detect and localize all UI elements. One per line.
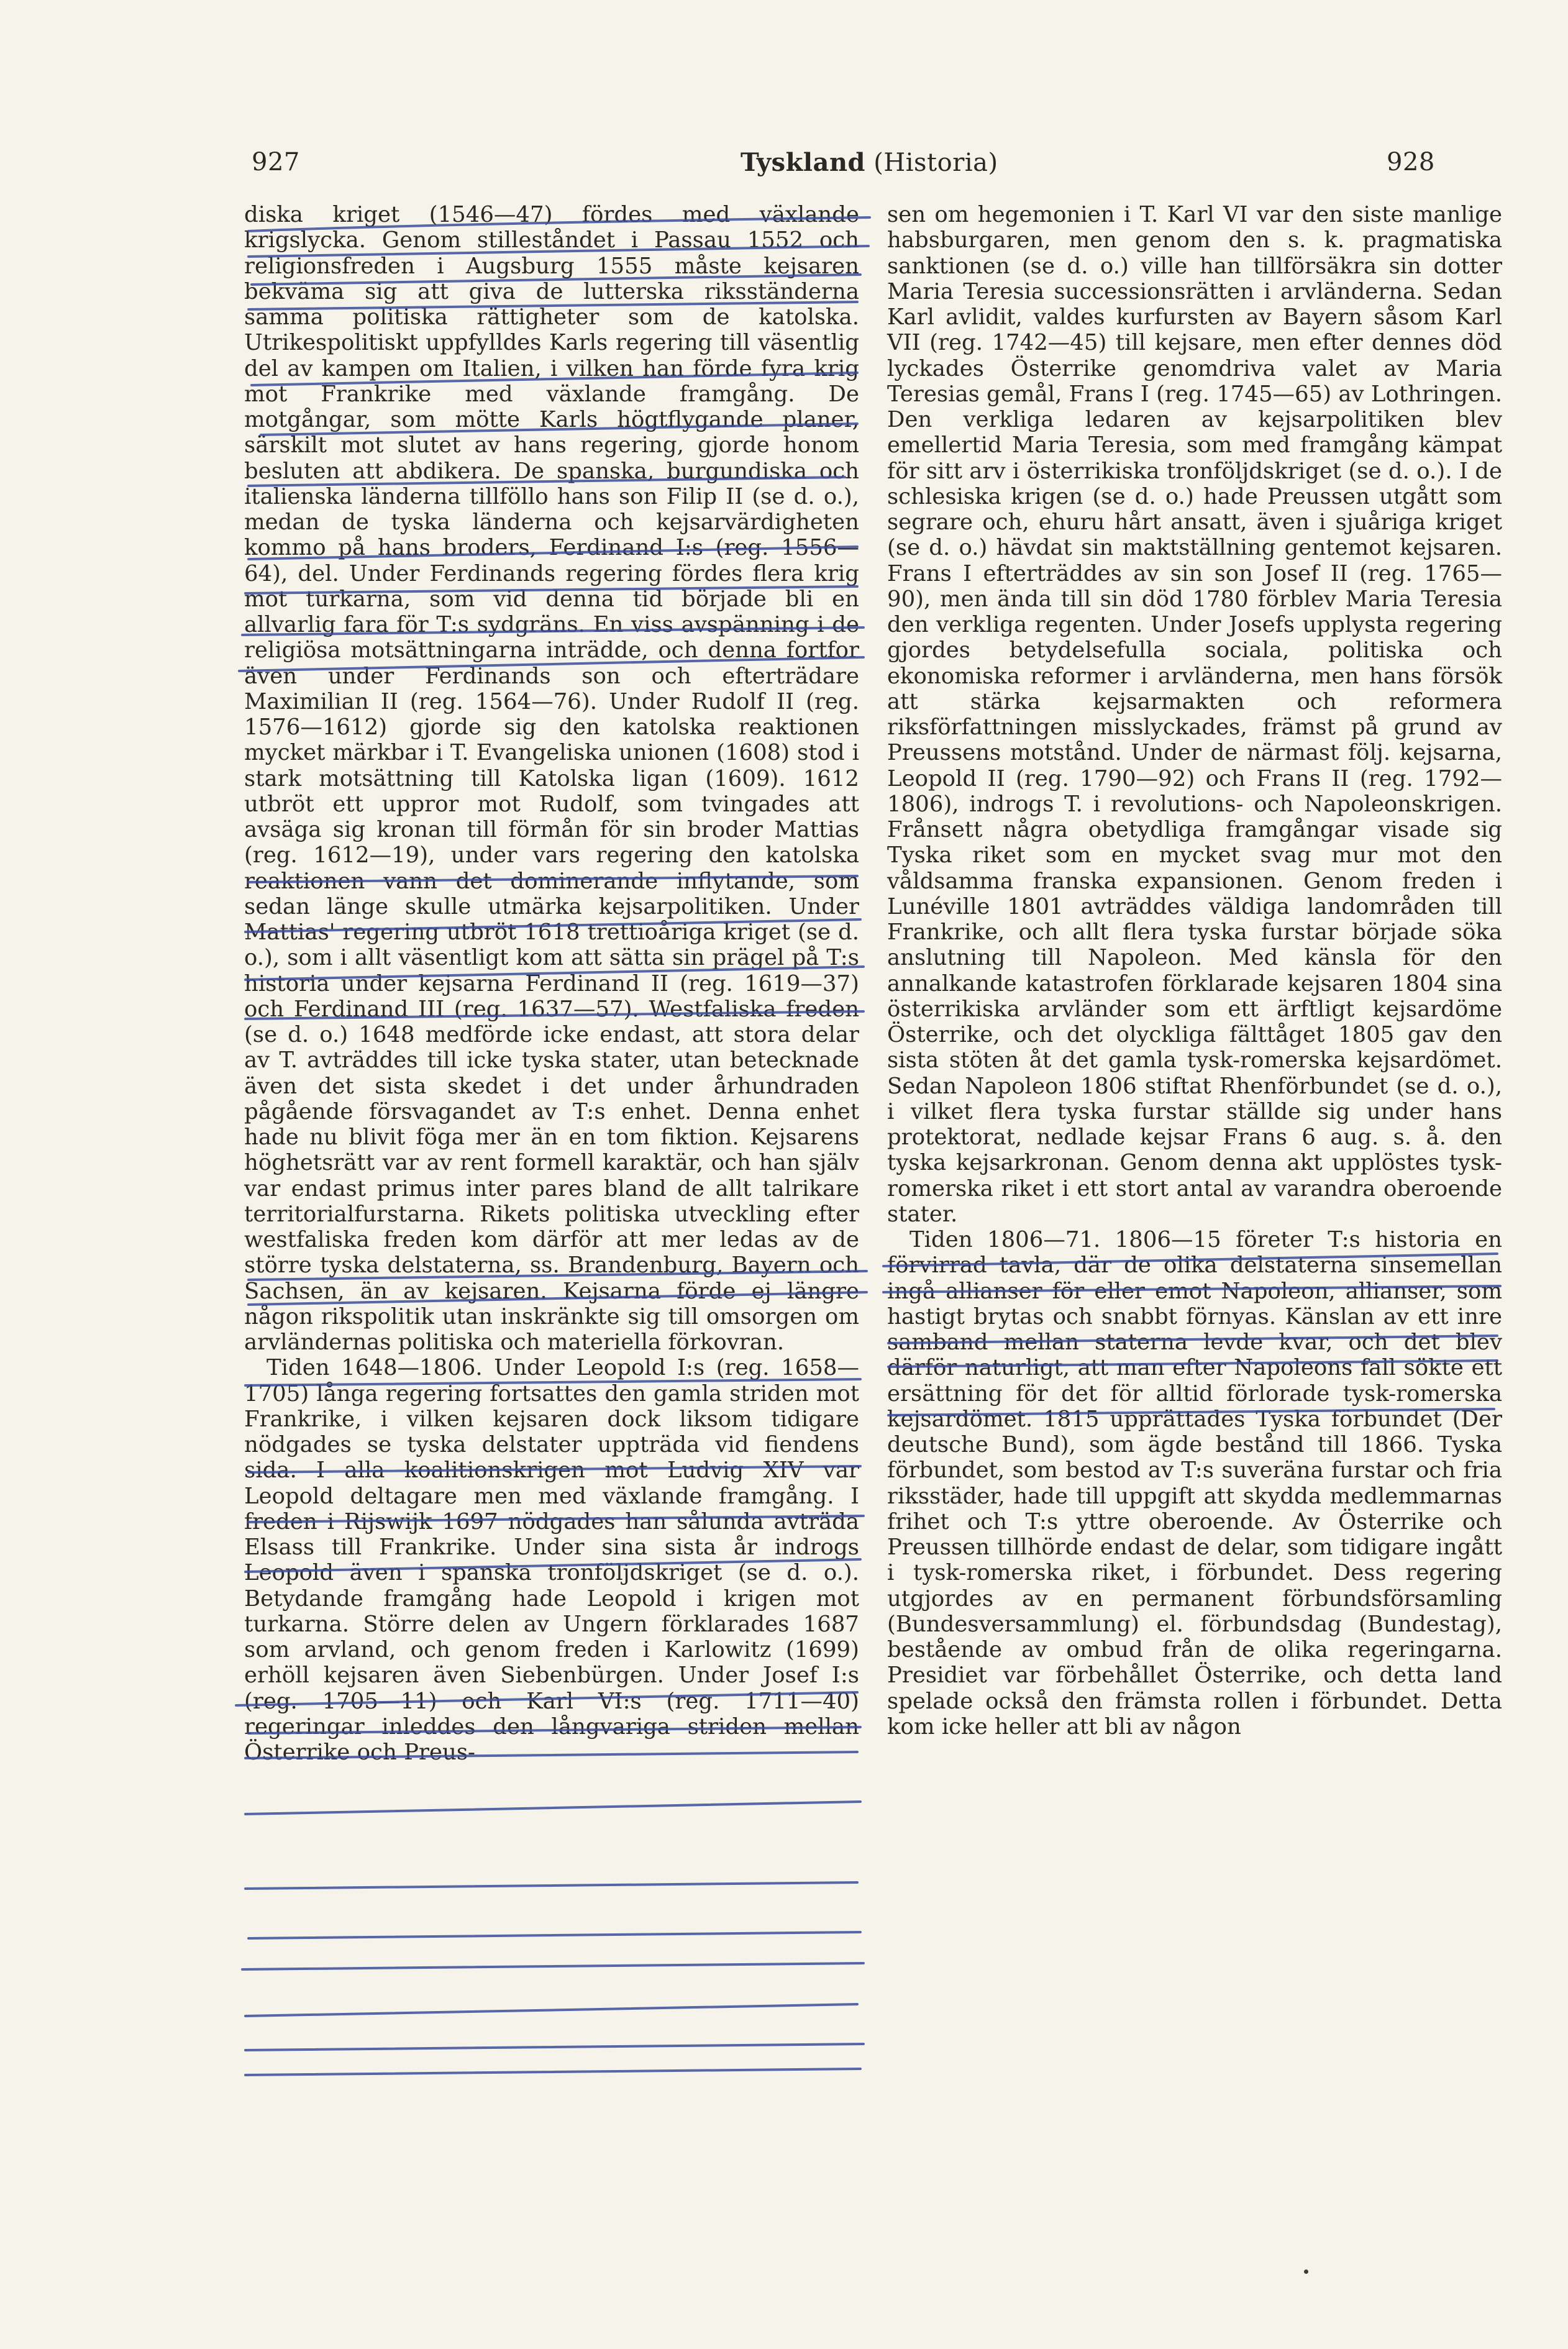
right-paragraph-2: Tiden 1806—71. 1806—15 företer T:s historia en förvirrad tavla, där de olika delstaterna sinsemellan ingå allianser för eller emot Napoleon, allianser, som hastigt brytas och snabbt förnyas. Känslan av ett inre samband mellan staterna levde kvar, och det blev därför naturligt, att man efter Napoleons fall sökte ett ersättning för det för alltid förlorade tysk-romerska kejsardömet. 1815 upprättades Tyska förbundet (Der deutsche Bund), som ägde bestånd till 1866. Tyska förbundet, som bestod av T:s suveräna furstar och fria riksstäder, hade till uppgift att skydda medlemmarnas frihet och T:s yttre oberoende. Av Österrike och Preussen tillhörde endast de delar, som tidigare ingått i tysk-romerska riket, i förbundet. Dess regering utgjordes av en permanent förbundsförsamling (Bundesversammlung) el. förbundsdag (Bundestag), bestående av ombud från de olika regeringarna. Presidiet var förbehållet Österrike, och detta land spelade också den främsta rollen i förbundet. Detta kom icke heller att bli av någon [887, 1227, 1502, 1740]
right-paragraph-1: sen om hegemonien i T. Karl VI var den siste manlige habsburgaren, men genom den s. k. pragmatiska sanktionen (se d. o.) ville han tillförsäkra sin dotter Maria Teresia successionsrätten i arvländerna. Sedan Karl avlidit, valdes kurfursten av Bayern såsom Karl VII (reg. 1742—45) till kejsare, men efter dennes död lyckades Österrike genomdriva valet av Maria Teresias gemål, Frans I (reg. 1745—65) av Lothringen. Den verkliga ledaren av kejsarpolitiken blev emellertid Maria Teresia, som med framgång kämpat för sitt arv i österrikiska tronföljdskriget (se d. o.). I de schlesiska krigen (se d. o.) hade Preussen utgått som segrare och, ehuru hårt ansatt, även i sjuåriga kriget (se d. o.) hävdat sin maktställning gentemot kejsaren. Frans I efterträddes av sin son Josef II (reg. 1765—90), men ända till sin död 1780 förblev Maria Teresia den verkliga regenten. Under Josefs upplysta regering gjordes betydelsefulla sociala, politiska och ekonomiska reformer i arvländerna, men hans försök att stärka kejsarmakten och reformera riksförfattningen misslyckades, främst på grund av Preussens motstånd. Under de närmast följ. kejsarna, Leopold II (reg. 1790—92) och Frans II (reg. 1792—1806), indrogs T. i revolutions- och Napoleonskrigen. Frånsett några obetydliga framgångar visade sig Tyska riket som en mycket svag mur mot den våldsamma franska expansionen. Genom freden i Lunéville 1801 avträddes väldiga landområden till Frankrike, och allt flera tyska furstar började söka anslutning till Napoleon. Med känsla för den annalkande katastrofen förklarade kejsaren 1804 sina österrikiska arvländer som ett ärftligt kejsardöme Österrike, och det olyckliga fälttåget 1805 gav den sista stöten åt det gamla tysk-romerska kejsardömet. Sedan Napoleon 1806 stiftat Rhenförbundet (se d. o.), i vilket flera tyska furstar ställde sig under hans protektorat, nedlade kejsar Frans 6 aug. s. å. den tyska kejsarkronan. Genom denna akt upplöstes tysk-romerska riket i ett stort antal av varandra oberoende stater. [887, 202, 1502, 1227]
right-text-column [887, 202, 1502, 1740]
left-text-column [244, 202, 859, 1765]
running-title-bold: Tyskland [741, 148, 866, 177]
ink-dot [1304, 2269, 1308, 2274]
left-paragraph-1: diska kriget (1546—47) fördes med växlande krigslycka. Genom stilleståndet i Passau 1552 och religionsfreden i Augsburg 1555 måste kejsaren bekväma sig att giva de lutterska riksständerna samma politiska rättigheter som de katolska. Utrikespolitiskt uppfylldes Karls regering till väsentlig del av kampen om Italien, i vilken han förde fyra krig mot Frankrike med växlande framgång. De motgångar, som mötte Karls högtflygande planer, särskilt mot slutet av hans regering, gjorde honom besluten att abdikera. De spanska, burgundiska och italienska länderna tillföllo hans son Filip II (se d. o.), medan de tyska länderna och kejsarvärdigheten kommo på hans broders, Ferdinand I:s (reg. 1556—64), del. Under Ferdinands regering fördes flera krig mot turkarna, som vid denna tid började bli en allvarlig fara för T:s sydgräns. En viss avspänning i de religiösa motsättningarna inträdde, och denna fortfor även under Ferdinands son och efterträdare Maximilian II (reg. 1564—76). Under Rudolf II (reg. 1576—1612) gjorde sig den katolska reaktionen mycket märkbar i T. Evangeliska unionen (1608) stod i stark motsättning till Katolska ligan (1609). 1612 utbröt ett uppror mot Rudolf, som tvingades att avsäga sig kronan till förmån för sin broder Mattias (reg. 1612—19), under vars regering den katolska reaktionen vann det dominerande inflytande, som sedan länge skulle utmärka kejsarpolitiken. Under Mattias' regering utbröt 1618 trettioåriga kriget (se d. o.), som i allt väsentligt kom att sätta sin prägel på T:s historia under kejsarna Ferdinand II (reg. 1619—37) och Ferdinand III (reg. 1637—57). Westfaliska freden (se d. o.) 1648 medförde icke endast, att stora delar av T. avträddes till icke tyska stater, utan betecknade även det sista skedet i det under århundraden pågående försvagandet av T:s enhet. Denna enhet hade nu blivit föga mer än en tom fiktion. Kejsarens höghetsrätt var av rent formell karaktär, och han själv var endast primus inter pares bland de allt talrikare territorialfurstarna. Rikets politiska utveckling efter westfaliska freden kom därför att mer ledas av de större tyska delstaterna, ss. Brandenburg, Bayern och Sachsen, än av kejsaren. Kejsarna förde ej längre någon rikspolitik utan inskränkte sig till omsorgen om arvländernas politiska och materiella förkovran. [244, 202, 859, 1355]
right-page-number: 928 [1387, 148, 1435, 176]
running-title [741, 148, 998, 177]
running-title-rest: (Historia) [873, 148, 998, 177]
left-page-number: 927 [252, 148, 300, 176]
left-paragraph-2: Tiden 1648—1806. Under Leopold I:s (reg. 1658—1705) långa regering fortsattes den gamla striden mot Frankrike, i vilken kejsaren dock liksom tidigare nödgades se tyska delstater uppträda vid fiendens sida. I alla koalitionskrigen mot Ludvig XIV var Leopold deltagare men med växlande framgång. I freden i Rijswijk 1697 nödgades han sålunda avträda Elsass till Frankrike. Under sina sista år indrogs Leopold även i spanska tronföljdskriget (se d. o.). Betydande framgång hade Leopold i krigen mot turkarna. Större delen av Ungern förklarades 1687 som arvland, och genom freden i Karlowitz (1699) erhöll kejsaren även Siebenbürgen. Under Josef I:s (reg. 1705—11) och Karl VI:s (reg. 1711—40) regeringar inleddes den långvariga striden mellan Österrike och Preus- [244, 1355, 859, 1765]
